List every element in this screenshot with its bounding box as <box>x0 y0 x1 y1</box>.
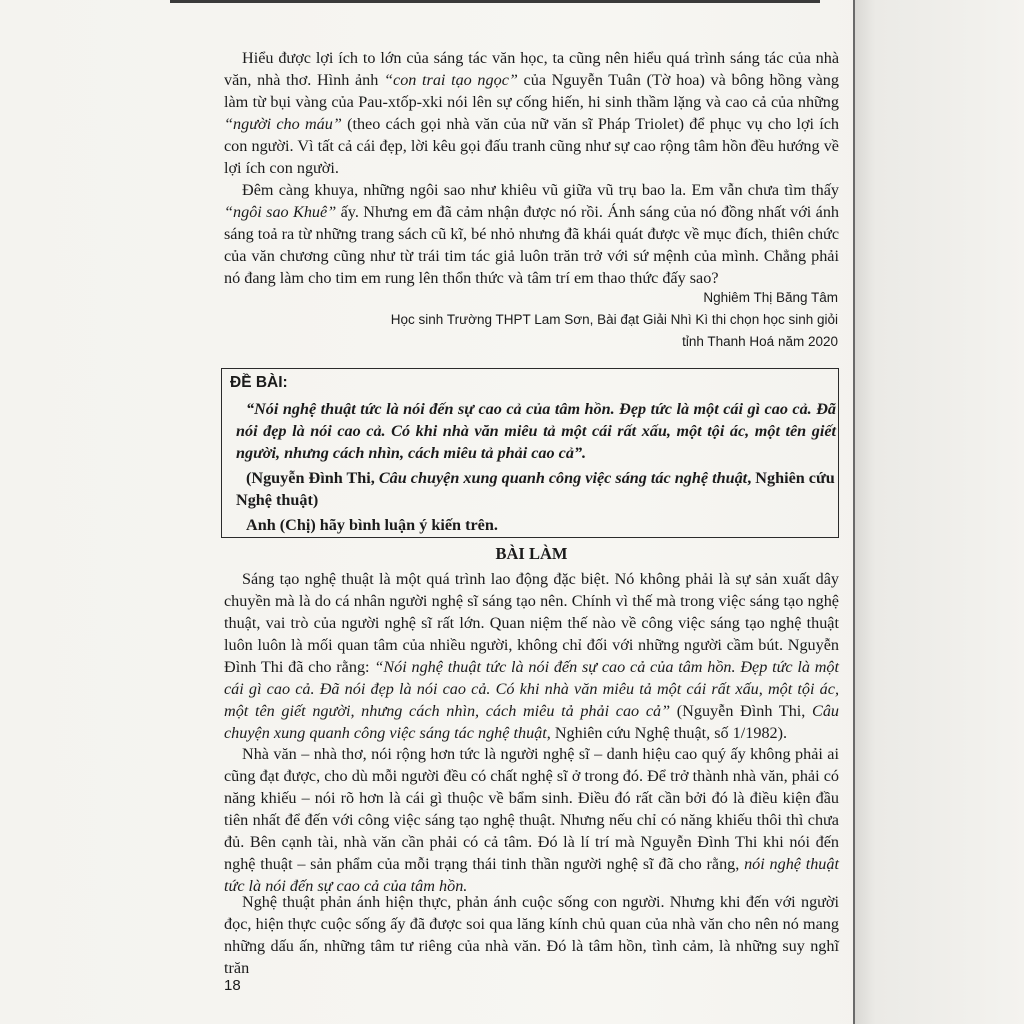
paragraph-4-text-1: Nhà văn – nhà thơ, nói rộng hơn tức là người nghệ sĩ – danh hiệu cao quý ấy không phải ai cũng đạt được, cho dù mỗi người đều có chất nghệ sĩ ở trong đó. Để trở thành nhà văn, phải có năng khiếu – nói rõ hơn là cái gì thuộc về bẩm sinh. Điều đó rất cần bởi đó là điều kiện đầu tiên nhất để đến với công việc sáng tạo nghệ thuật. Nhưng nếu chỉ có năng khiếu thôi thì chưa đủ. Bên cạnh tài, nhà văn cần phải có cả tâm. Đó là lí trí mà Nguyễn Đình Thi khi nói đến nghệ thuật – sản phẩm của mỗi trạng thái tinh thần người nghệ sĩ đã cho rằng, <box>224 745 839 873</box>
signature-author: Nghiêm Thị Băng Tâm <box>703 290 838 305</box>
page-number: 18 <box>224 977 241 994</box>
adjacent-page-edge <box>855 0 1024 1024</box>
paragraph-3-italic-1: “Nói nghệ thuật tức là nói đến sự cao cả của tâm hồn. Đẹp tức là một cái gì cao cả. Đã nói đẹp là nói cao cả. Có khi nhà văn miêu tả một cái rất xấu, một tội ác, một tên giết người, nhưng cách nhìn, cách miêu tả phải cao cả” <box>224 658 839 720</box>
answer-heading: BÀI LÀM <box>495 544 568 563</box>
signature-line-2: tỉnh Thanh Hoá năm 2020 <box>682 334 838 349</box>
exam-label: ĐỀ BÀI: <box>230 374 288 391</box>
paragraph-3-italic-2: Câu chuyện xung quanh công việc sáng tác nghệ thuật <box>224 702 840 742</box>
exam-task: Anh (Chị) hãy bình luận ý kiến trên. <box>246 516 498 534</box>
paragraph-3-text-2: (Nguyễn Đình Thi, <box>670 702 813 720</box>
paragraph-1-text-3: (theo cách gọi nhà văn của nữ văn sĩ Pháp Triolet) để phục vụ cho lợi ích con người. Vì tất cả cái đẹp, lời kêu gọi đấu tranh cũng như sự cao rộng tâm hồn đều hướng về lợi ích con người. <box>224 115 839 177</box>
paragraph-4 <box>224 743 839 897</box>
signature-line-1: Học sinh Trường THPT Lam Sơn, Bài đạt Giải Nhì Kì thi chọn học sinh giỏi <box>390 312 838 327</box>
paragraph-1-text-2: của Nguyễn Tuân (Tờ hoa) và bông hồng vàng làm từ bụi vàng của Pau-xtốp-xki nói lên sự cống hiến, hi sinh thầm lặng và cao cả của những <box>224 71 839 111</box>
paragraph-2 <box>224 179 839 289</box>
top-rule <box>170 0 820 3</box>
page-edge-shadow <box>853 0 855 1024</box>
exam-source-open: (Nguyễn Đình Thi, <box>246 469 379 487</box>
exam-source-close: , Nghiên cứu Nghệ thuật) <box>236 469 835 509</box>
paragraph-3-text-3: , Nghiên cứu Nghệ thuật, số 1/1982). <box>546 724 788 742</box>
paragraph-1 <box>224 47 839 179</box>
paragraph-5-text-1: Nghệ thuật phản ánh hiện thực, phản ánh cuộc sống con người. Nhưng khi đến với người đọc, hiện thực cuộc sống ấy đã được soi qua lăng kính chủ quan của nhà văn cho nên nó mang những dấu ấn, những tâm tư riêng của nhà văn. Đó là tâm hồn, tình cảm, là những suy nghĩ trăn <box>224 893 839 977</box>
paragraph-1-italic-2: “người cho máu” <box>224 115 342 133</box>
exam-quote: “Nói nghệ thuật tức là nói đến sự cao cả của tâm hồn. Đẹp tức là một cái gì cao cả. Đã nói đẹp là nói cao cả. Có khi nhà văn miêu tả một cái rất xấu, một tội ác, một tên giết người, nhưng cách nhìn, cách miêu tả phải cao cả”. <box>236 400 836 462</box>
exam-source <box>236 467 836 511</box>
paragraph-1-italic-1: “con trai tạo ngọc” <box>384 71 518 89</box>
paragraph-2-text-1: Đêm càng khuya, những ngôi sao như khiêu vũ giữa vũ trụ bao la. Em vẫn chưa tìm thấy <box>242 181 839 199</box>
paragraph-2-italic-1: “ngôi sao Khuê” <box>224 203 337 221</box>
paragraph-1-text-1: Hiểu được lợi ích to lớn của sáng tác văn học, ta cũng nên hiểu quá trình sáng tác của nhà văn, nhà thơ. Hình ảnh <box>224 49 839 89</box>
exam-source-title: Câu chuyện xung quanh công việc sáng tác nghệ thuật <box>378 469 748 487</box>
paragraph-5 <box>224 891 839 979</box>
paragraph-4-italic-1: nói nghệ thuật tức là nói đến sự cao cả của tâm hồn. <box>224 855 839 895</box>
paragraph-2-text-2: ấy. Nhưng em đã cảm nhận được nó rồi. Ánh sáng của nó đồng nhất với ánh sáng toả ra từ những trang sách cũ kĩ, bé nhỏ nhưng đã khái quát được về mục đích, thiên chức của văn chương cũng như từ trái tim tác giả luôn trăn trở với sứ mệnh của mình. Chẳng phải nó đang làm cho tim em rung lên thổn thức và tâm trí em thao thức đấy sao? <box>224 203 840 287</box>
paragraph-3 <box>224 568 839 744</box>
paragraph-3-text-1: Sáng tạo nghệ thuật là một quá trình lao động đặc biệt. Nó không phải là sự sản xuất dây chuyền mà là do cá nhân người nghệ sĩ sáng tạo nên. Chính vì thế mà trong việc sáng tạo nghệ thuật, vai trò của người nghệ sĩ rất lớn. Quan niệm thế nào về công việc sáng tạo nghệ thuật luôn luôn là mối quan tâm của nhiều người, không chỉ đối với những người cầm bút. Nguyễn Đình Thi đã cho rằng: <box>224 570 839 676</box>
